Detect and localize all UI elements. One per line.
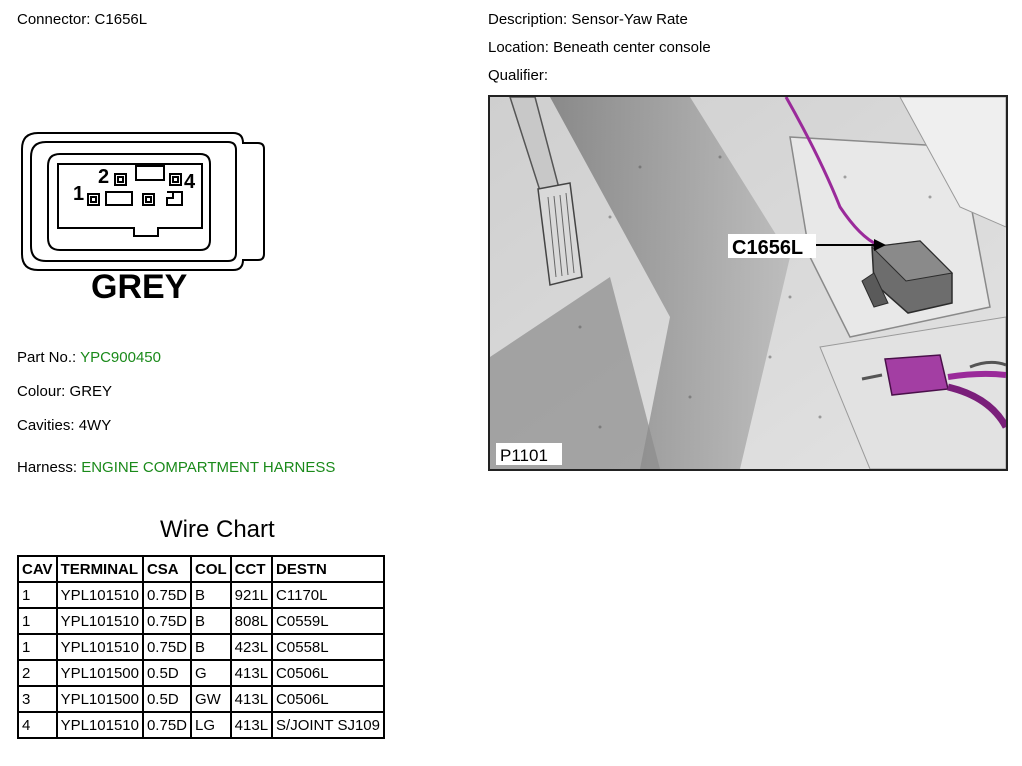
table-row — [18, 608, 384, 634]
table-row — [18, 634, 384, 660]
connector-value: C1656L — [94, 11, 148, 28]
cell-cct: 413L — [231, 712, 272, 738]
col-header-terminal: TERMINAL — [57, 556, 143, 582]
harness-field — [17, 459, 335, 476]
cell-col: B — [191, 582, 231, 608]
col-header-col: COL — [191, 556, 231, 582]
cell-destn: C0506L — [272, 686, 384, 712]
description-label: Description: — [488, 11, 568, 28]
location-illustration — [490, 97, 1006, 469]
colour-value: GREY — [69, 383, 113, 400]
pin-label-4: 4 — [184, 171, 196, 193]
qualifier-label: Qualifier: — [488, 67, 549, 84]
wire-chart-table — [17, 555, 385, 739]
cell-col: G — [191, 660, 231, 686]
part-no-field — [17, 349, 161, 366]
cell-cav: 1 — [18, 582, 57, 608]
cell-cct: 423L — [231, 634, 272, 660]
col-header-destn: DESTN — [272, 556, 384, 582]
connector-field — [17, 11, 147, 28]
table-row — [18, 582, 384, 608]
part-no-value: YPC900450 — [80, 349, 161, 366]
cell-col: GW — [191, 686, 231, 712]
cell-col: LG — [191, 712, 231, 738]
cell-cav: 1 — [18, 634, 57, 660]
cell-cav: 3 — [18, 686, 57, 712]
cell-csa: 0.75D — [143, 712, 191, 738]
cell-csa: 0.5D — [143, 660, 191, 686]
cell-cav: 4 — [18, 712, 57, 738]
col-header-csa: CSA — [143, 556, 191, 582]
cell-csa: 0.75D — [143, 582, 191, 608]
location-label: Location: — [488, 39, 549, 56]
cell-cct: 921L — [231, 582, 272, 608]
cell-terminal: YPL101510 — [57, 712, 143, 738]
cell-csa: 0.75D — [143, 608, 191, 634]
cell-terminal: YPL101500 — [57, 686, 143, 712]
harness-value: ENGINE COMPARTMENT HARNESS — [81, 459, 336, 476]
qualifier-field — [488, 67, 548, 84]
cell-destn: C0559L — [272, 608, 384, 634]
location-photo — [488, 95, 1008, 471]
cell-destn: C0506L — [272, 660, 384, 686]
description-value: Sensor-Yaw Rate — [571, 11, 688, 28]
cell-destn: S/JOINT SJ109 — [272, 712, 384, 738]
cell-terminal: YPL101510 — [57, 582, 143, 608]
table-row — [18, 660, 384, 686]
location-value: Beneath center console — [553, 39, 711, 56]
part-no-label: Part No.: — [17, 349, 77, 366]
cell-csa: 0.5D — [143, 686, 191, 712]
wire-chart-header-row — [18, 556, 384, 582]
cell-col: B — [191, 608, 231, 634]
photo-callout-label: C1656L — [732, 237, 804, 259]
location-field — [488, 39, 711, 56]
pin-label-1: 1 — [73, 183, 85, 205]
cell-destn: C0558L — [272, 634, 384, 660]
cell-cct: 413L — [231, 660, 272, 686]
cell-col: B — [191, 634, 231, 660]
cavities-value: 4WY — [78, 417, 112, 434]
photo-figure-id: P1101 — [500, 446, 548, 465]
cavities-field — [17, 417, 111, 434]
colour-field — [17, 383, 112, 400]
cell-cav: 2 — [18, 660, 57, 686]
connector-colour-marking: GREY — [91, 268, 188, 303]
cell-cct: 808L — [231, 608, 272, 634]
cell-terminal: YPL101510 — [57, 608, 143, 634]
cell-terminal: YPL101510 — [57, 634, 143, 660]
connector-label: Connector: — [17, 11, 91, 28]
wire-chart-title: Wire Chart — [160, 516, 275, 543]
cell-destn: C1170L — [272, 582, 384, 608]
col-header-cav: CAV — [18, 556, 57, 582]
col-header-cct: CCT — [231, 556, 272, 582]
cavities-label: Cavities: — [17, 417, 75, 434]
pin-label-2: 2 — [98, 166, 110, 188]
table-row — [18, 712, 384, 738]
harness-label: Harness: — [17, 459, 78, 476]
description-field — [488, 11, 688, 28]
table-row — [18, 686, 384, 712]
cell-terminal: YPL101500 — [57, 660, 143, 686]
cell-csa: 0.75D — [143, 634, 191, 660]
colour-label: Colour: — [17, 383, 66, 400]
cell-cav: 1 — [18, 608, 57, 634]
connector-face-diagram — [18, 128, 268, 303]
cell-cct: 413L — [231, 686, 272, 712]
